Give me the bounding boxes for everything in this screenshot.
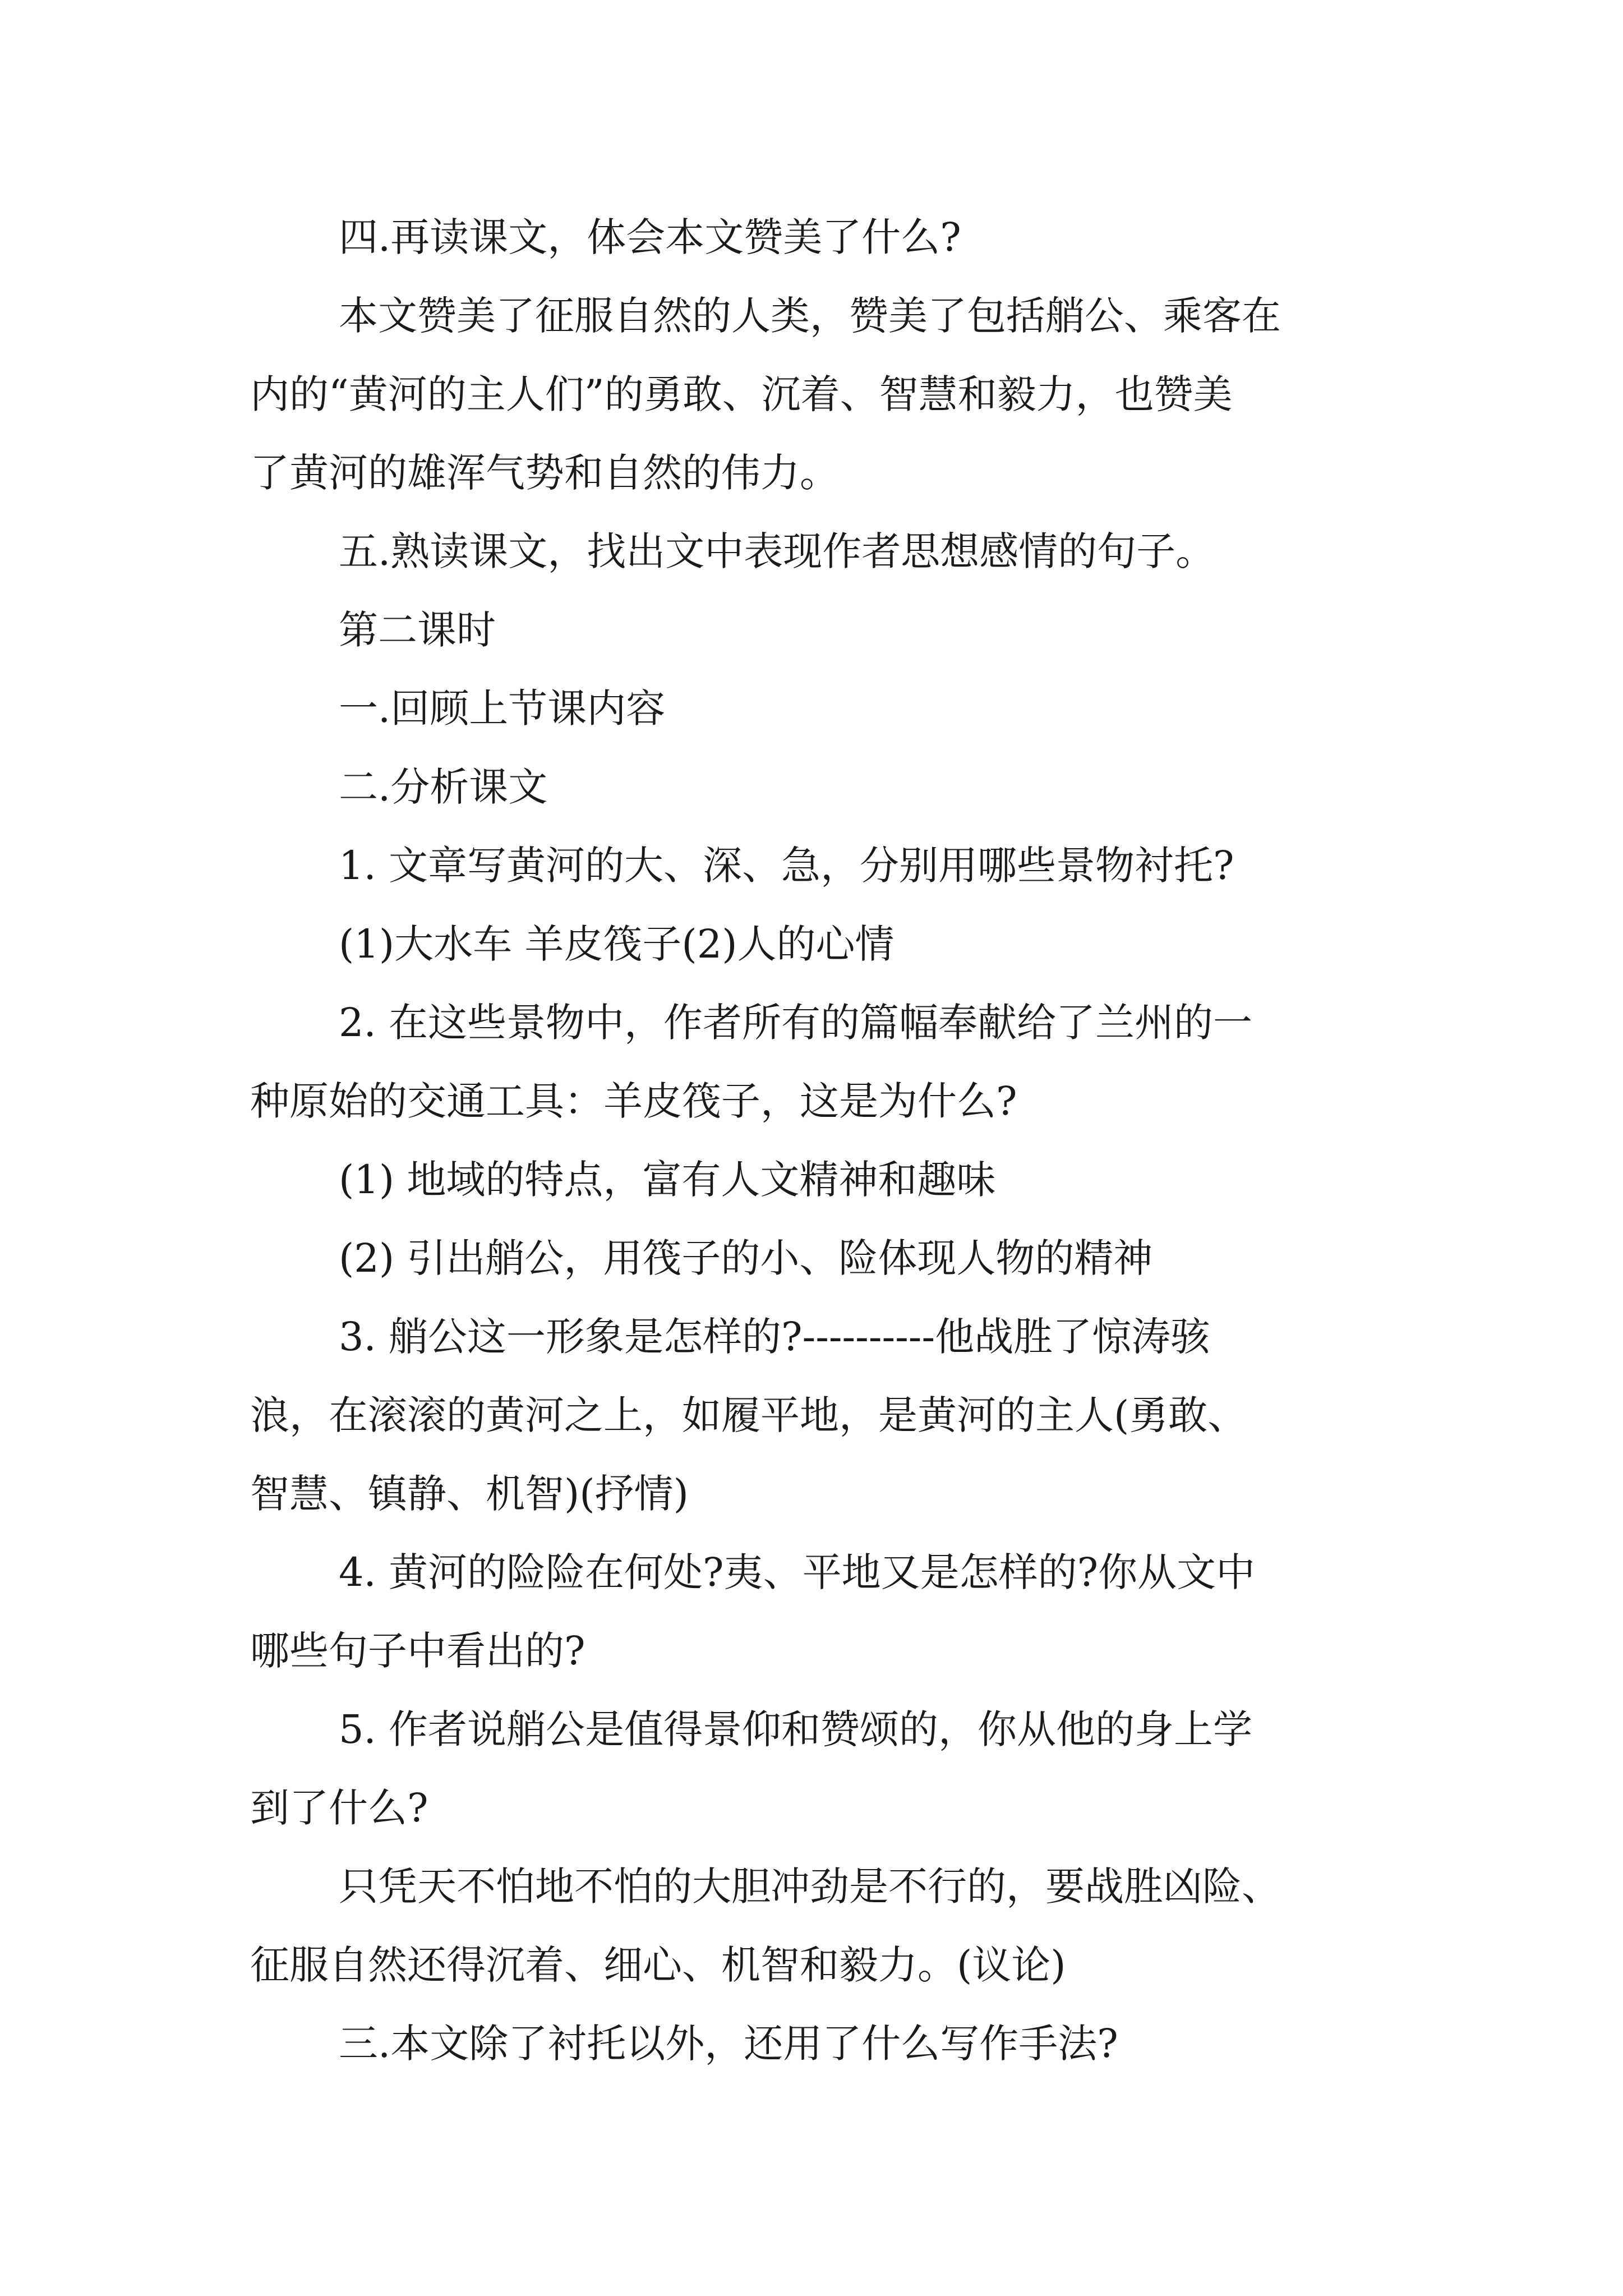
- answer-5-continued: 征服自然还得沉着、细心、机智和毅力。(议论): [250, 1942, 1066, 1988]
- question-1: 1. 文章写黄河的大、深、急，分别用哪些景物衬托?: [339, 843, 1234, 889]
- heading-analysis: 二.分析课文: [339, 764, 548, 810]
- heading-techniques: 三.本文除了衬托以外，还用了什么写作手法?: [339, 2021, 1118, 2067]
- paragraph-line: 内的“黄河的主人们”的勇敢、沉着、智慧和毅力，也赞美: [250, 371, 1233, 417]
- question-4: 4. 黄河的险险在何处?夷、平地又是怎样的?你从文中: [339, 1549, 1256, 1595]
- heading-reread: 四.再读课文，体会本文赞美了什么?: [339, 214, 961, 260]
- paragraph-line: 本文赞美了征服自然的人类，赞美了包括艄公、乘客在: [339, 293, 1281, 339]
- question-3-continued: 智慧、镇静、机智)(抒情): [250, 1471, 689, 1517]
- paragraph-line: 了黄河的雄浑气势和自然的伟力。: [250, 450, 839, 496]
- question-3-continued: 浪，在滚滚的黄河之上，如履平地，是黄河的主人(勇敢、: [250, 1392, 1247, 1438]
- heading-read-aloud: 五.熟读课文，找出文中表现作者思想感情的句子。: [339, 528, 1215, 574]
- heading-second-lesson: 第二课时: [339, 607, 496, 653]
- question-5: 5. 作者说艄公是值得景仰和赞颂的，你从他的身上学: [339, 1706, 1253, 1752]
- question-5-continued: 到了什么?: [250, 1785, 428, 1831]
- answer-2-item-2: (2) 引出艄公，用筏子的小、险体现人物的精神: [339, 1235, 1153, 1281]
- answer-5: 只凭天不怕地不怕的大胆冲劲是不行的，要战胜凶险、: [339, 1864, 1281, 1910]
- answer-1: (1)大水车 羊皮筏子(2)人的心情: [339, 921, 895, 967]
- question-2: 2. 在这些景物中，作者所有的篇幅奉献给了兰州的一: [339, 1000, 1253, 1046]
- question-3: 3. 艄公这一形象是怎样的?----------他战胜了惊涛骇: [339, 1314, 1210, 1360]
- question-4-continued: 哪些句子中看出的?: [250, 1628, 585, 1674]
- question-2-continued: 种原始的交通工具：羊皮筏子，这是为什么?: [250, 1078, 1017, 1124]
- heading-review: 一.回顾上节课内容: [339, 685, 666, 731]
- answer-2-item-1: (1) 地域的特点，富有人文精神和趣味: [339, 1157, 996, 1203]
